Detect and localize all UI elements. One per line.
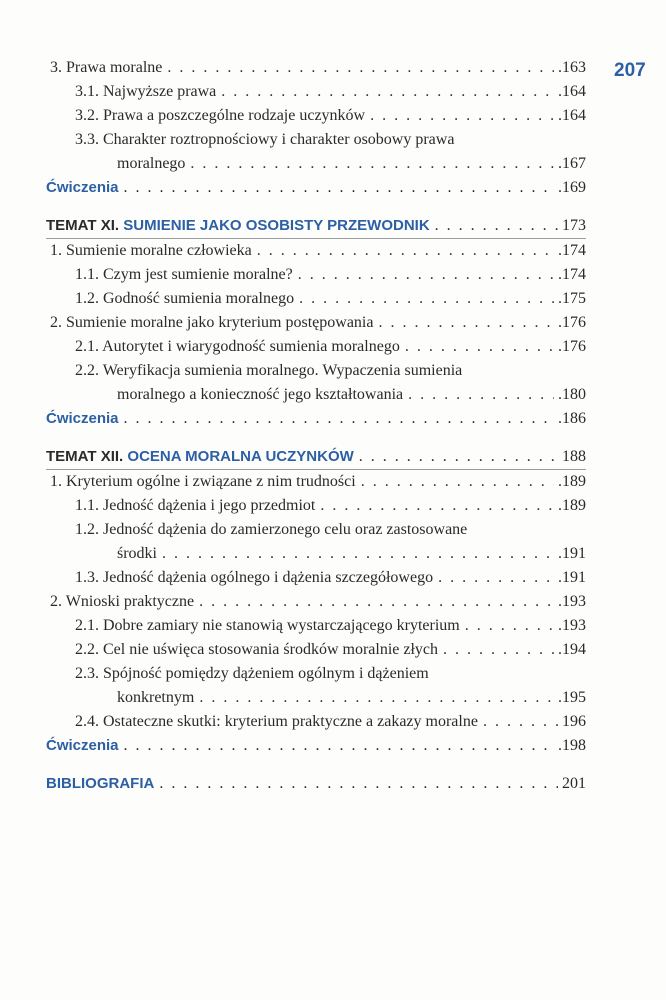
toc-entry-title: 1. Sumienie moralne człowieka [50,242,252,259]
toc-entry-title: 2.2. Cel nie uświęca stosowania środków moralnie złych [75,641,439,658]
toc-entry-page: .175 [558,290,586,307]
toc-entry-page: .194 [558,641,586,658]
toc-entry-title: 1.1. Czym jest sumienie moralne? [75,266,293,283]
theme-title: SUMIENIE JAKO OSOBISTY PRZEWODNIK [123,217,430,234]
toc-entry [46,662,586,710]
toc-entry [46,335,586,359]
dot-leader [221,80,554,104]
toc-entry [46,638,586,662]
exercises-title: Ćwiczenia [46,410,119,427]
exercises-entry [46,176,586,200]
toc-entry-page: 196 [562,713,586,730]
dot-leader [299,287,554,311]
toc-entry-title-line2: moralnego [117,155,186,172]
toc-entry-page: .193 [558,617,586,634]
toc-entry-title-line1: 1.2. Jedność dążenia do zamierzonego celu oraz zastosowane [75,521,468,538]
table-of-contents [46,56,586,796]
toc-entry-title: 2.1. Autorytet i wiarygodność sumienia moralnego [75,338,400,355]
toc-entry-title-line2: moralnego a konieczność jego kształtowania [117,386,404,403]
toc-entry [46,470,586,494]
toc-entry-title: 2. Wnioski praktyczne [50,593,195,610]
toc-entry-page: .163 [558,59,586,76]
page-number: 207 [614,60,646,81]
theme-heading [46,214,586,238]
toc-entry [46,311,586,335]
dot-leader [378,311,554,335]
toc-entry-page: .191 [558,545,586,562]
toc-entry [46,518,586,566]
dot-leader [257,239,554,263]
toc-entry-page: .169 [558,179,586,196]
toc-entry-title: 1. Kryterium ogólne i związane z nim trudności [50,473,356,490]
theme-label: TEMAT XI. [46,217,120,234]
theme-page: 173 [562,217,586,234]
dot-leader [124,407,554,431]
dot-leader [483,710,558,734]
theme-label: TEMAT XII. [46,448,124,465]
exercises-entry [46,734,586,758]
toc-entry-page: .174 [558,242,586,259]
toc-entry-title: 3.2. Prawa a poszczególne rodzaje uczynków [75,107,366,124]
toc-entry-page: .176 [558,338,586,355]
dot-leader [370,104,554,128]
toc-entry-page: .176 [558,314,586,331]
toc-entry [46,287,586,311]
exercises-entry [46,407,586,431]
toc-entry-page: .180 [558,386,586,403]
bibliography-title: BIBLIOGRAFIA [46,775,155,792]
toc-entry [46,80,586,104]
toc-entry-title: 2. Sumienie moralne jako kryterium postępowania [50,314,374,331]
bibliography-page: 201 [562,775,586,792]
toc-entry [46,710,586,734]
toc-entry [46,128,586,176]
toc-entry-title-line1: 2.3. Spójność pomiędzy dążeniem ogólnym i dążeniem [75,665,429,682]
dot-leader [162,542,554,566]
dot-leader [159,772,558,796]
dot-leader [199,686,554,710]
theme-page: 188 [562,448,586,465]
dot-leader [405,335,554,359]
toc-entry-title-line1: 3.3. Charakter roztropnościowy i charakter osobowy prawa [75,131,455,148]
toc-entry-page: .191 [558,569,586,586]
dot-leader [359,445,558,469]
toc-entry-page: .167 [558,155,586,172]
toc-entry [46,614,586,638]
toc-entry-title: 2.1. Dobre zamiary nie stanowią wystarczającego kryterium [75,617,460,634]
toc-entry [46,359,586,407]
dot-leader [408,383,554,407]
dot-leader [199,590,554,614]
toc-entry-title: 3. Prawa moralne [50,59,163,76]
dot-leader [167,56,554,80]
toc-entry-title: 1.2. Godność sumienia moralnego [75,290,295,307]
toc-entry [46,566,586,590]
toc-entry [46,494,586,518]
toc-entry-title-line2: konkretnym [117,689,195,706]
toc-entry-page: .198 [558,737,586,754]
dot-leader [361,470,554,494]
toc-entry-title: 2.4. Ostateczne skutki: kryterium praktyczne a zakazy moralne [75,713,478,730]
dot-leader [438,566,554,590]
toc-entry [46,263,586,287]
dot-leader [465,614,554,638]
toc-entry-page: .189 [558,473,586,490]
dot-leader [320,494,554,518]
dot-leader [190,152,554,176]
toc-entry-title: 1.3. Jedność dążenia ogólnego i dążenia szczegółowego [75,569,434,586]
toc-entry-title: 3.1. Najwyższe prawa [75,83,217,100]
toc-entry-page: .195 [558,689,586,706]
dot-leader [124,734,554,758]
toc-entry-title-line2: środki [117,545,157,562]
dot-leader [435,214,558,238]
dot-leader [298,263,554,287]
theme-title: OCENA MORALNA UCZYNKÓW [127,448,354,465]
toc-entry-page: .189 [558,497,586,514]
bibliography-heading [46,772,586,796]
toc-entry-page: .193 [558,593,586,610]
toc-entry [46,104,586,128]
exercises-title: Ćwiczenia [46,179,119,196]
theme-heading [46,445,586,469]
dot-leader [124,176,554,200]
toc-entry-title-line1: 2.2. Weryfikacja sumienia moralnego. Wypaczenia sumienia [75,362,463,379]
toc-entry-page: .164 [558,107,586,124]
toc-entry-page: .164 [558,83,586,100]
toc-entry [46,239,586,263]
exercises-title: Ćwiczenia [46,737,119,754]
toc-entry-page: .186 [558,410,586,427]
dot-leader [443,638,554,662]
toc-entry-page: .174 [558,266,586,283]
toc-entry [46,56,586,80]
toc-entry [46,590,586,614]
toc-entry-title: 1.1. Jedność dążenia i jego przedmiot [75,497,316,514]
